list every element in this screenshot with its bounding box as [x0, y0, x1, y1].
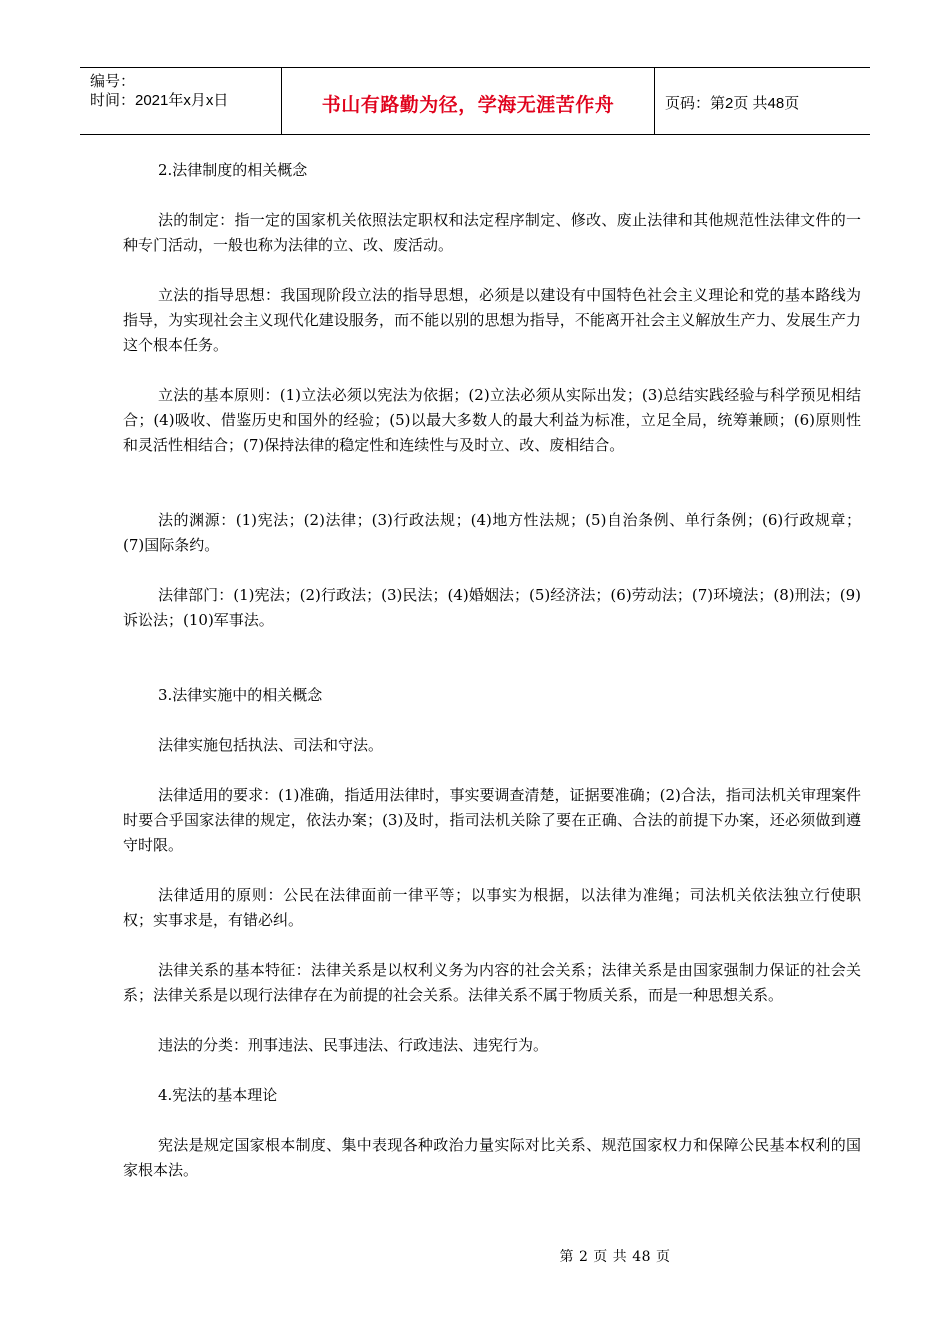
document-number-label: 编号：: [90, 73, 136, 90]
section-heading-3: 3.法律实施中的相关概念: [158, 686, 323, 704]
document-header: [80, 67, 870, 135]
paragraph-sources-of-law: 法的渊源：(1)宪法；(2)法律；(3)行政法规；(4)地方性法规；(5)自治条例、单行条例；(6)行政规章；(7)国际条约。: [123, 511, 861, 554]
section-heading-2: 2.法律制度的相关概念: [158, 161, 308, 179]
paragraph-legislative-principles: 立法的基本原则：(1)立法必须以宪法为依据；(2)立法必须从实际出发；(3)总结实践经验与科学预见相结合；(4)吸收、借鉴历史和国外的经验；(5)以最大多数人的最大利益为标准，立足全局，统筹兼顾；(6)原则性和灵活性相结合；(7)保持法律的稳定性和连续性与及时立、改、废相结合。: [123, 386, 861, 454]
paragraph-law-making: 法的制定：指一定的国家机关依照法定职权和法定程序制定、修改、废止法律和其他规范性法律文件的一种专门活动，一般也称为法律的立、改、废活动。: [123, 211, 861, 254]
page-footer: 第 2 页 共 48 页: [559, 1249, 671, 1265]
paragraph-constitution-definition: 宪法是规定国家根本制度、集中表现各种政治力量实际对比关系、规范国家权力和保障公民基本权利的国家根本法。: [123, 1136, 861, 1179]
document-body: [123, 158, 861, 1183]
paragraph-legislative-guiding-ideology: 立法的指导思想：我国现阶段立法的指导思想，必须是以建设有中国特色社会主义理论和党的基本路线为指导，为实现社会主义现代化建设服务，而不能以别的思想为指导，不能离开社会主义解放生产力、发展生产力这个根本任务。: [123, 286, 861, 354]
paragraph-violation-types: 违法的分类：刑事违法、民事违法、行政违法、违宪行为。: [158, 1036, 549, 1054]
paragraph-legal-relationship: 法律关系的基本特征：法律关系是以权利义务为内容的社会关系；法律关系是由国家强制力保证的社会关系；法律关系是以现行法律存在为前提的社会关系。法律关系不属于物质关系，而是一种思想关系。: [123, 961, 861, 1004]
paragraph-law-implementation: 法律实施包括执法、司法和守法。: [158, 736, 384, 754]
header-page-info: 页码：第2页 共48页: [665, 94, 800, 112]
section-heading-4: 4.宪法的基本理论: [158, 1086, 278, 1104]
paragraph-legal-departments: 法律部门：(1)宪法；(2)行政法；(3)民法；(4)婚姻法；(5)经济法；(6)劳动法；(7)环境法；(8)刑法；(9)诉讼法；(10)军事法。: [123, 586, 861, 629]
header-meta: [80, 68, 282, 134]
paragraph-application-requirements: 法律适用的要求：(1)准确，指适用法律时，事实要调查清楚，证据要准确；(2)合法，指司法机关审理案件时要合乎国家法律的规定，依法办案；(3)及时，指司法机关除了要在正确、合法的前提下办案，还必须做到遵守时限。: [123, 786, 861, 854]
header-motto: 书山有路勤为径，学海无涯苦作舟: [282, 68, 655, 134]
document-time-label: 时间：2021年x月x日: [90, 92, 229, 109]
paragraph-application-principles: 法律适用的原则：公民在法律面前一律平等；以事实为根据，以法律为准绳；司法机关依法独立行使职权；实事求是，有错必纠。: [123, 886, 861, 929]
